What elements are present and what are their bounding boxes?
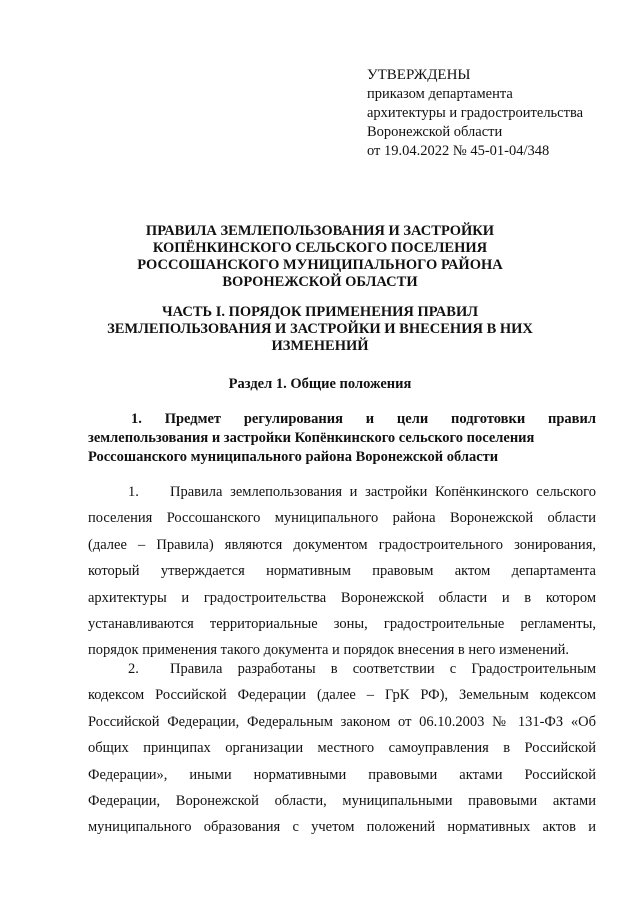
paragraph-line: архитектуры и градостроительства Воронежской области и в котором bbox=[88, 589, 596, 606]
paragraph-line: 2. Правила разработаны в соответствии с Градостроительным bbox=[88, 656, 596, 682]
part-title-line: ЧАСТЬ I. ПОРЯДОК ПРИМЕНЕНИЯ ПРАВИЛ bbox=[161, 304, 479, 320]
title-line: ПРАВИЛА ЗЕМЛЕПОЛЬЗОВАНИЯ И ЗАСТРОЙКИ bbox=[145, 223, 495, 239]
subsection-line: землепользования и застройки Копёнкинского сельского поселения bbox=[88, 430, 535, 446]
approval-line: архитектуры и градостроительства bbox=[367, 105, 584, 121]
paragraph-2 bbox=[88, 656, 596, 841]
approval-heading: УТВЕРЖДЕНЫ bbox=[367, 67, 471, 83]
paragraph-line: который утверждается нормативным правовым актом департамента bbox=[88, 563, 596, 580]
paragraph-line: муниципального образования с учетом положений нормативных актов и bbox=[88, 819, 596, 836]
part-title-line: ЗЕМЛЕПОЛЬЗОВАНИЯ И ЗАСТРОЙКИ И ВНЕСЕНИЯ В НИХ bbox=[107, 321, 533, 337]
paragraph-line: кодексом Российской Федерации (далее – ГрК РФ), Земельным кодексом bbox=[88, 687, 596, 704]
paragraph-line: (далее – Правила) являются документом градостроительного зонирования, bbox=[88, 536, 596, 553]
subsection-heading bbox=[88, 410, 596, 467]
subsection-line: 1. Предмет регулирования и цели подготовки правил bbox=[131, 411, 596, 427]
approval-line: приказом департамента bbox=[367, 86, 513, 102]
paragraph-line: поселения Россошанского муниципального района Воронежской области bbox=[88, 510, 596, 527]
paragraph-1 bbox=[88, 479, 596, 664]
document-title bbox=[60, 223, 580, 291]
title-line: ВОРОНЕЖСКОЙ ОБЛАСТИ bbox=[222, 274, 418, 290]
approval-stamp bbox=[367, 66, 583, 161]
part-title bbox=[60, 304, 580, 355]
paragraph-line: Федерации», иными нормативными правовыми актами Российской bbox=[88, 766, 596, 783]
paragraph-number: 1. bbox=[128, 484, 139, 500]
paragraph-line: устанавливаются территориальные зоны, градостроительные регламенты, bbox=[88, 616, 596, 633]
paragraph-line: Российской Федерации, Федеральным законом от 06.10.2003 № 131-ФЗ «Об bbox=[88, 713, 596, 730]
title-line: КОПЁНКИНСКОГО СЕЛЬСКОГО ПОСЕЛЕНИЯ bbox=[152, 240, 488, 256]
paragraph-line: порядок применения такого документа и порядок внесения в него изменений. bbox=[88, 642, 570, 659]
paragraph-line: общих принципах организации местного самоуправления в Российской bbox=[88, 740, 596, 757]
approval-line: Воронежской области bbox=[367, 124, 503, 140]
paragraph-line: 1. Правила землепользования и застройки Копёнкинского сельского bbox=[88, 479, 596, 505]
title-line: РОССОШАНСКОГО МУНИЦИПАЛЬНОГО РАЙОНА bbox=[137, 257, 503, 273]
section-title: Раздел 1. Общие положения bbox=[228, 376, 412, 392]
part-title-line: ИЗМЕНЕНИЙ bbox=[271, 338, 369, 354]
paragraph-line: Федерации, Воронежской области, муниципальными правовыми актами bbox=[88, 793, 596, 810]
paragraph-number: 2. bbox=[128, 661, 139, 677]
subsection-line: Россошанского муниципального района Воронежской области bbox=[88, 449, 499, 465]
approval-date-number: от 19.04.2022 № 45-01-04/348 bbox=[367, 143, 550, 159]
